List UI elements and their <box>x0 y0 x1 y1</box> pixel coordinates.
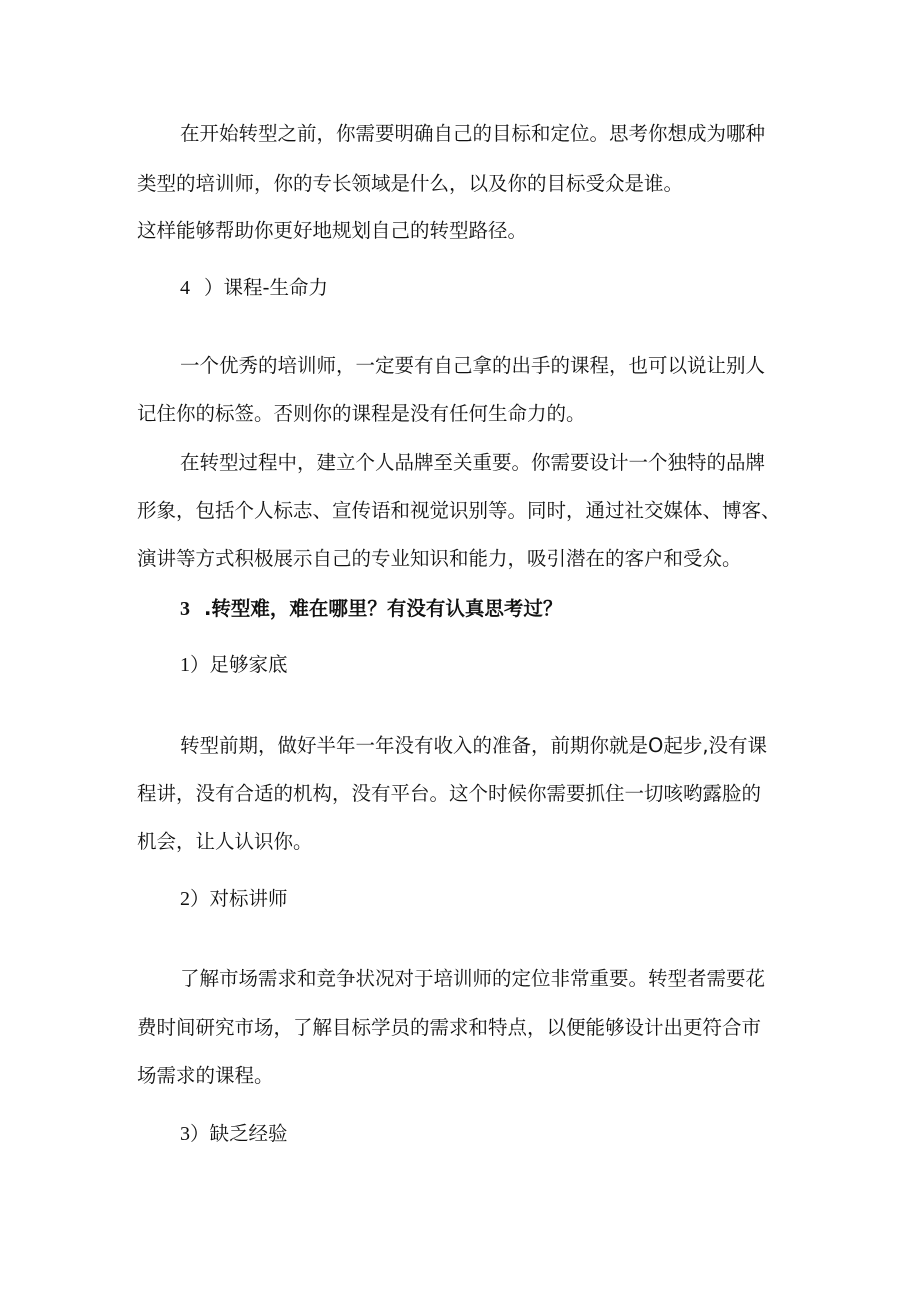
subheading-benchmark <box>180 886 288 912</box>
paragraph-line: 费时间研究市场，了解目标学员的需求和特点，以便能够设计出更符合市 <box>137 1016 762 1039</box>
subheading-savings <box>180 652 288 678</box>
subheading-number: 4 <box>180 277 190 299</box>
paragraph-line: 转型前期，做好半年一年没有收入的准备，前期你就是O起步,没有课 <box>180 734 768 757</box>
paragraph-line: 机会，让人认识你。 <box>137 830 313 853</box>
paragraph-line: 场需求的课程。 <box>137 1064 274 1087</box>
paragraph-line: 了解市场需求和竞争状况对于培训师的定位非常重要。转型者需要花 <box>180 967 766 990</box>
paragraph-line: 类型的培训师，你的专长领域是什么，以及你的目标受众是谁。 <box>137 172 684 195</box>
paragraph-line: 形象，包括个人标志、宣传语和视觉识别等。同时，通过社交媒体、博客、 <box>137 499 781 522</box>
paragraph-line: 记住你的标签。否则你的课程是没有任何生命力的。 <box>137 402 586 425</box>
subheading-number: 2 <box>180 888 190 910</box>
subheading-number: 1 <box>180 654 190 676</box>
subheading-experience <box>180 1121 288 1147</box>
paragraph-line: 一个优秀的培训师，一定要有自己拿的出手的课程，也可以说让别人 <box>180 354 766 377</box>
paragraph-line: 这样能够帮助你更好地规划自己的转型路径。 <box>137 219 528 242</box>
subheading-number: 3 <box>180 1123 190 1145</box>
section-text: .转型难，难在哪里？有没有认真思考过？ <box>204 597 563 620</box>
paragraph-line: 演讲等方式积极展示自己的专业知识和能力，吸引潜在的客户和受众。 <box>137 547 742 570</box>
subheading-text: ）足够家底 <box>190 653 288 676</box>
subheading-text: ）缺乏经验 <box>190 1122 288 1145</box>
paragraph-line: 在转型过程中，建立个人品牌至关重要。你需要设计一个独特的品牌 <box>180 451 766 474</box>
section-heading-difficulty <box>180 596 562 622</box>
subheading-course-vitality <box>180 275 328 301</box>
subheading-text: ）对标讲师 <box>190 887 288 910</box>
section-number: 3 <box>180 598 190 620</box>
subheading-text: ）课程-生命力 <box>204 276 329 299</box>
paragraph-line: 在开始转型之前，你需要明确自己的目标和定位。思考你想成为哪种 <box>180 122 766 145</box>
paragraph-line: 程讲，没有合适的机构，没有平台。这个时候你需要抓住一切咳哟露脸的 <box>137 782 762 805</box>
